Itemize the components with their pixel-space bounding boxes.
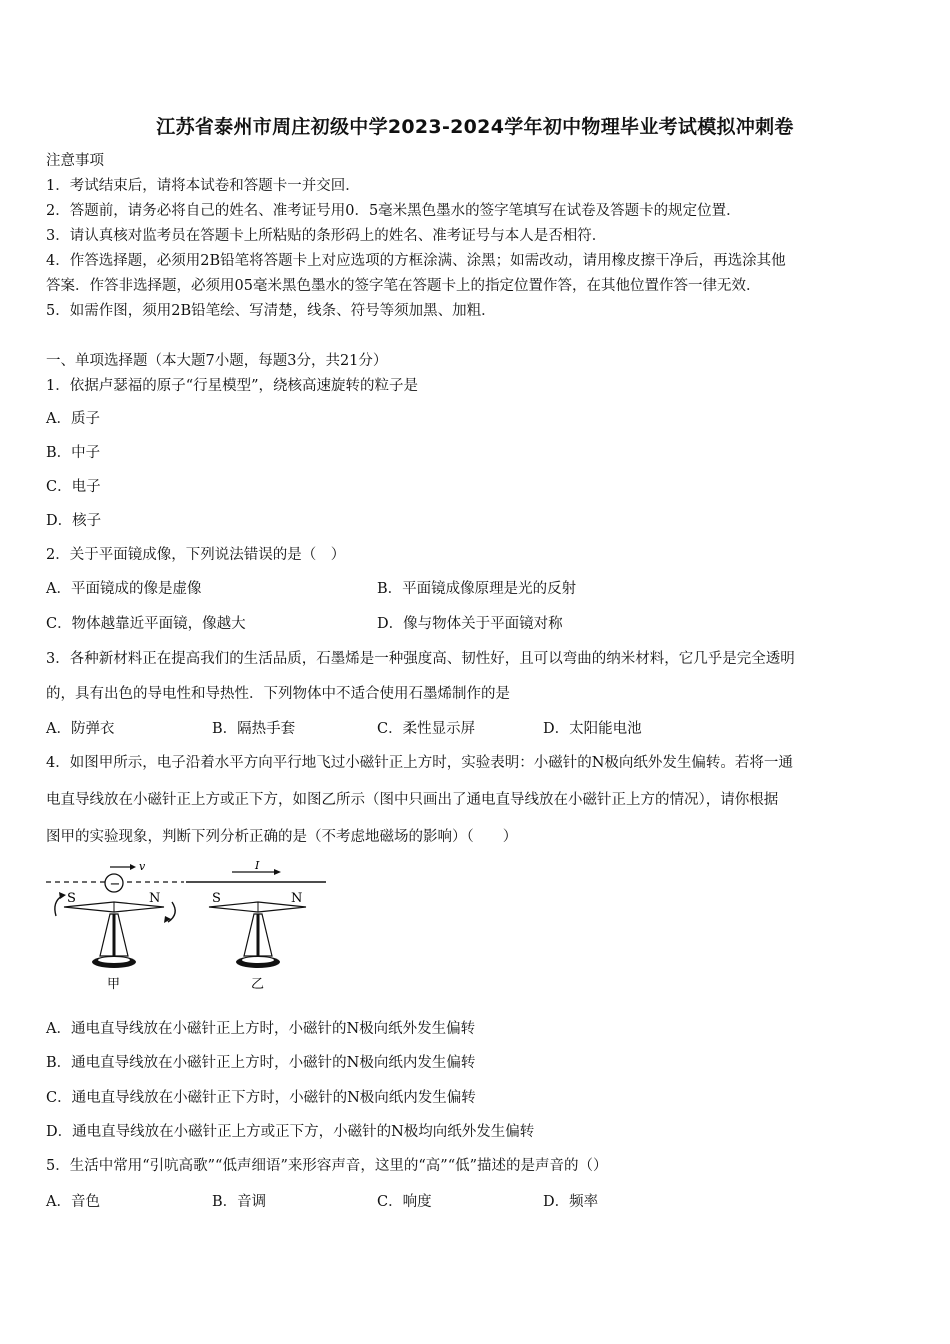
s-pole-label: S [212, 891, 221, 906]
n-pole-label: N [149, 891, 161, 906]
figure-a-compass [55, 891, 175, 992]
s-pole-label: S [67, 891, 76, 906]
question-5-option-d: D．频率 [543, 1194, 599, 1210]
question-5-option-c: C．响度 [377, 1194, 432, 1210]
question-2-stem: 2．关于平面镜成像，下列说法错误的是（ ） [46, 547, 346, 563]
notice-item: 答案．作答非选择题，必须用05毫米黑色墨水的签字笔在答题卡上的指定位置作答，在其他位置作答一律无效． [46, 278, 761, 294]
question-2-option-b: B．平面镜成像原理是光的反射 [377, 581, 577, 597]
exam-title: 江苏省泰州市周庄初级中学2023-2024学年初中物理毕业考试模拟冲刺卷 [156, 116, 794, 138]
notice-heading: 注意事项 [46, 153, 104, 169]
question-4-option-b: B．通电直导线放在小磁针正上方时，小磁针的N极向纸内发生偏转 [46, 1055, 476, 1071]
question-4-option-c: C．通电直导线放在小磁针正下方时，小磁针的N极向纸内发生偏转 [46, 1090, 476, 1106]
figure-a-label: 甲 [107, 977, 121, 992]
question-2-option-d: D．像与物体关于平面镜对称 [377, 616, 563, 632]
question-1-option-b: B．中子 [46, 445, 101, 461]
question-4-stem-line: 电直导线放在小磁针正上方或正下方，如图乙所示（图中只画出了通电直导线放在小磁针正上方的情况），请你根据 [46, 792, 779, 808]
question-5-stem: 5．生活中常用“引吭高歌”“低声细语”来形容声音，这里的“高”“低”描述的是声音的（） [46, 1158, 608, 1174]
question-2-option-c: C．物体越靠近平面镜，像越大 [46, 616, 246, 632]
question-4-stem-line: 4．如图甲所示，电子沿着水平方向平行地飞过小磁针正上方时，实验表明：小磁针的N极向纸外发生偏转。若将一通 [46, 755, 793, 771]
electron-sign: − [109, 877, 121, 892]
notice-item: 4．作答选择题，必须用2B铅笔将答题卡上对应选项的方框涂满、涂黑；如需改动，请用橡皮擦干净后，再选涂其他 [46, 253, 786, 269]
question-4-stem-line: 图甲的实验现象，判断下列分析正确的是（不考虑地磁场的影响）（ ） [46, 829, 518, 845]
question-3-option-d: D．太阳能电池 [543, 721, 642, 737]
notice-item: 5．如需作图，须用2B铅笔绘、写清楚，线条、符号等须加黑、加粗． [46, 303, 496, 319]
question-5-option-a: A．音色 [46, 1194, 100, 1210]
question-2-option-a: A．平面镜成的像是虚像 [46, 581, 202, 597]
question-1-option-d: D．核子 [46, 513, 102, 529]
question-4-option-a: A．通电直导线放在小磁针正上方时，小磁针的N极向纸外发生偏转 [46, 1021, 476, 1037]
compass-experiment-figure [44, 858, 334, 998]
question-3-stem-line: 3．各种新材料正在提高我们的生活品质，石墨烯是一种强度高、韧性好，且可以弯曲的纳米材料，它几乎是完全透明 [46, 651, 795, 667]
figure-b-label: 乙 [251, 977, 265, 992]
current-label: I [255, 859, 260, 872]
question-4-option-d: D．通电直导线放在小磁针正上方或正下方，小磁针的N极均向纸外发生偏转 [46, 1124, 535, 1140]
notice-item: 3．请认真核对监考员在答题卡上所粘贴的条形码上的姓名、准考证号与本人是否相符． [46, 228, 607, 244]
figure-b-compass [209, 891, 306, 992]
figure-b-current-wire [186, 859, 326, 882]
question-1-stem: 1．依据卢瑟福的原子“行星模型”，绕核高速旋转的粒子是 [46, 378, 419, 394]
question-3-stem-line: 的，具有出色的导电性和导热性．下列物体中不适合使用石墨烯制作的是 [46, 686, 510, 702]
question-3-option-a: A．防弹衣 [46, 721, 115, 737]
figure-a-electron-beam [46, 860, 184, 892]
question-3-option-c: C．柔性显示屏 [377, 721, 476, 737]
notice-item: 1．考试结束后，请将本试卷和答题卡一并交回． [46, 178, 360, 194]
section-heading: 一、单项选择题（本大题7小题，每题3分，共21分） [46, 353, 388, 369]
velocity-label: v [139, 860, 146, 873]
n-pole-label: N [291, 891, 303, 906]
question-3-option-b: B．隔热手套 [212, 721, 296, 737]
question-1-option-c: C．电子 [46, 479, 101, 495]
notice-item: 2．答题前，请务必将自己的姓名、准考证号用0．5毫米黑色墨水的签字笔填写在试卷及答题卡的规定位置． [46, 203, 741, 219]
question-1-option-a: A．质子 [46, 411, 100, 427]
question-5-option-b: B．音调 [212, 1194, 267, 1210]
